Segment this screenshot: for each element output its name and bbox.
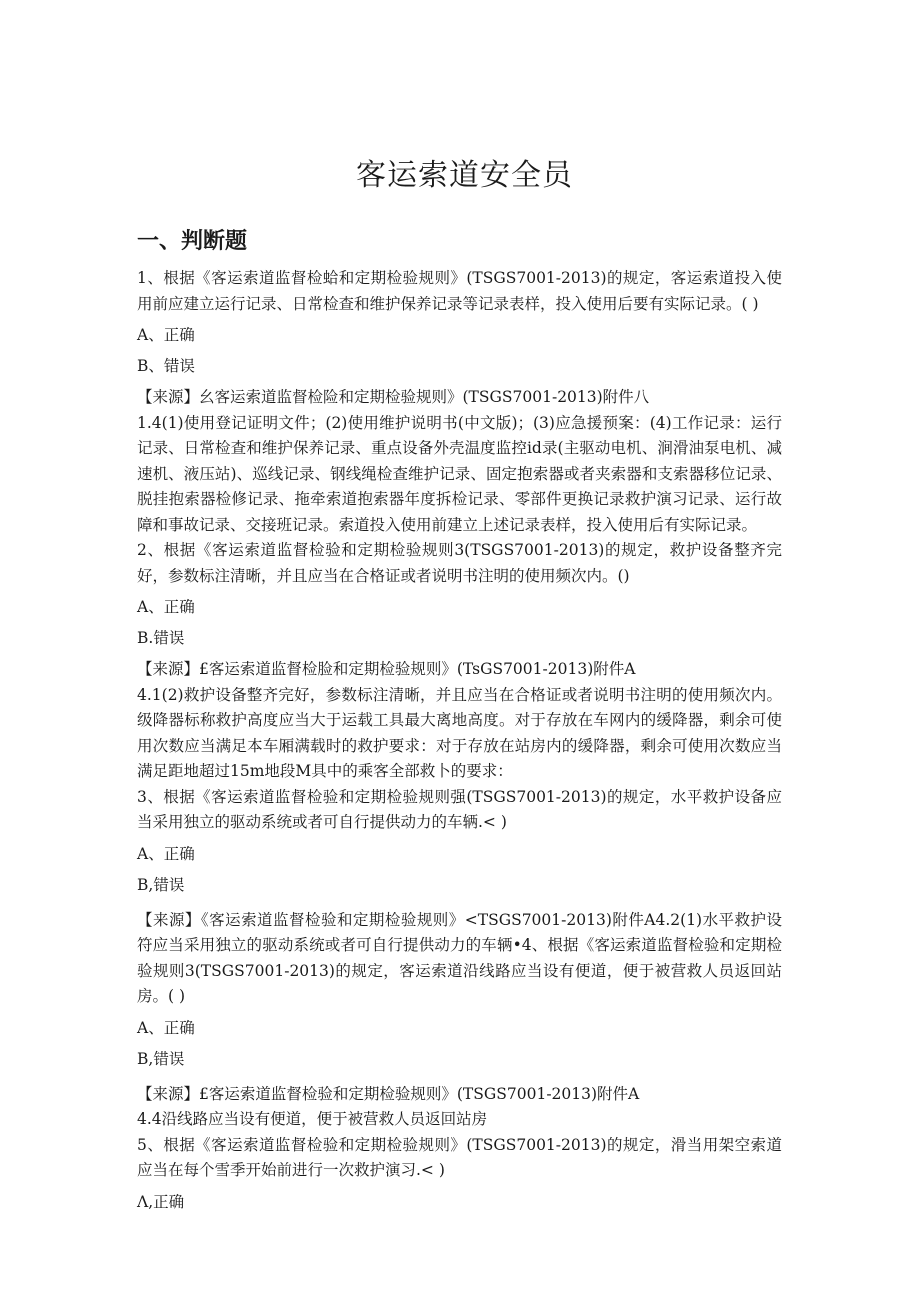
option-a: A、正确 (137, 598, 195, 616)
source-note: 【来源】£客运索道监督检验和定期检验规则》(TSGS7001-2013)附件A (137, 1084, 640, 1103)
section-heading: 一、判断题 (137, 229, 248, 254)
option-a: A、正确 (137, 844, 195, 863)
question-3: 3、根据《客运索道监督检验和定期检验规则强(TSGS7001-2013)的规定，水平救护设备应当采用独立的驱动系统或者可自行提供动力的车辆.< ) (137, 787, 782, 831)
question-5: 5、根据《客运索道监督检验和定期检验规则》(TSGS7001-2013)的规定，滑当用架空索道应当在每个雪季开始前进行一次救护演习.< ) (137, 1135, 782, 1179)
option-b: B,错误 (137, 1049, 185, 1068)
option-b: B.错误 (137, 629, 185, 647)
source-note: 【来源】£客运索道监督检脸和定期检验规则》(TsGS7001-2013)附件A (137, 660, 636, 678)
option-b: B、错误 (137, 357, 195, 375)
source-note: 【来源】《客运索道监督检验和定期检验规则》<TSGS7001-2013)附件A4.2(1)水平救护设符应当采用独立的驱动系统或者可自行提供动力的车辆•4、根据《客运索道监督检验和定期检验规则3(TSGS7001-2013)的规定，客运索道沿线路应当设有便道，便于被营救人员返回站房。( ) (137, 910, 782, 1005)
explanation: 4.4沿线路应当设有便道，便于被营救人员返回站房 (137, 1110, 488, 1128)
document-title: 客运索道安全员 (356, 158, 573, 193)
explanation: 4.1(2)救护设备整齐完好，参数标注清晰，并且应当在合格证或者说明书注明的使用频次内。级降器标称救护高度应当大于运载工具最大离地高度。对于存放在车网内的缓降器，剩余可使用次数应当满足本车厢满载时的救护要求：对于存放在站房内的缓降器，剩余可使用次数应当满足距地超过15m地段M具中的乘客全部救卜的要求： (137, 685, 782, 780)
option-a: A、正确 (137, 1018, 195, 1037)
option-b: B,错误 (137, 875, 185, 894)
explanation: 1.4(1)使用登记证明文件；(2)使用维护说明书(中文版)；(3)应急援预案：(4)工作记录：运行记录、日常检查和维护保养记录、重点设备外壳温度监控id录(主驱动电机、涧滑油泵电机、减速机、液压站)、巡线记录、钢线绳检查维护记录、固定抱索器或者夹索器和支索器移位记录、脱挂抱索器检修记录、拖牵索道抱索器年度拆检记录、零部件更换记录救护演习记录、运行故障和事故记录、交接班记录。索道投入使用前建立上述记录表样，投入使用后有实际记录。 (137, 413, 782, 534)
question-2: 2、根据《客运索道监督检验和定期检验规则3(TSGS7001-2013)的规定，救护设备整齐完好，参数标注清晰，并且应当在合格证或者说明书注明的使用频次内。() (137, 541, 782, 585)
source-note: 【来源】幺客运索道监督检险和定期检验规则》(TSGS7001-2013)附件八 (137, 388, 650, 406)
document-page (137, 150, 782, 1221)
option-a: Λ,正确 (137, 1192, 185, 1211)
question-1: 1、根据《客运索道监督检蛤和定期检验规则》(TSGS7001-2013)的规定，客运索道投入使用前应建立运行记录、日常检查和维护保养记录等记录表样，投入使用后要有实际记录。( ) (137, 269, 782, 313)
option-a: A、正确 (137, 326, 195, 344)
